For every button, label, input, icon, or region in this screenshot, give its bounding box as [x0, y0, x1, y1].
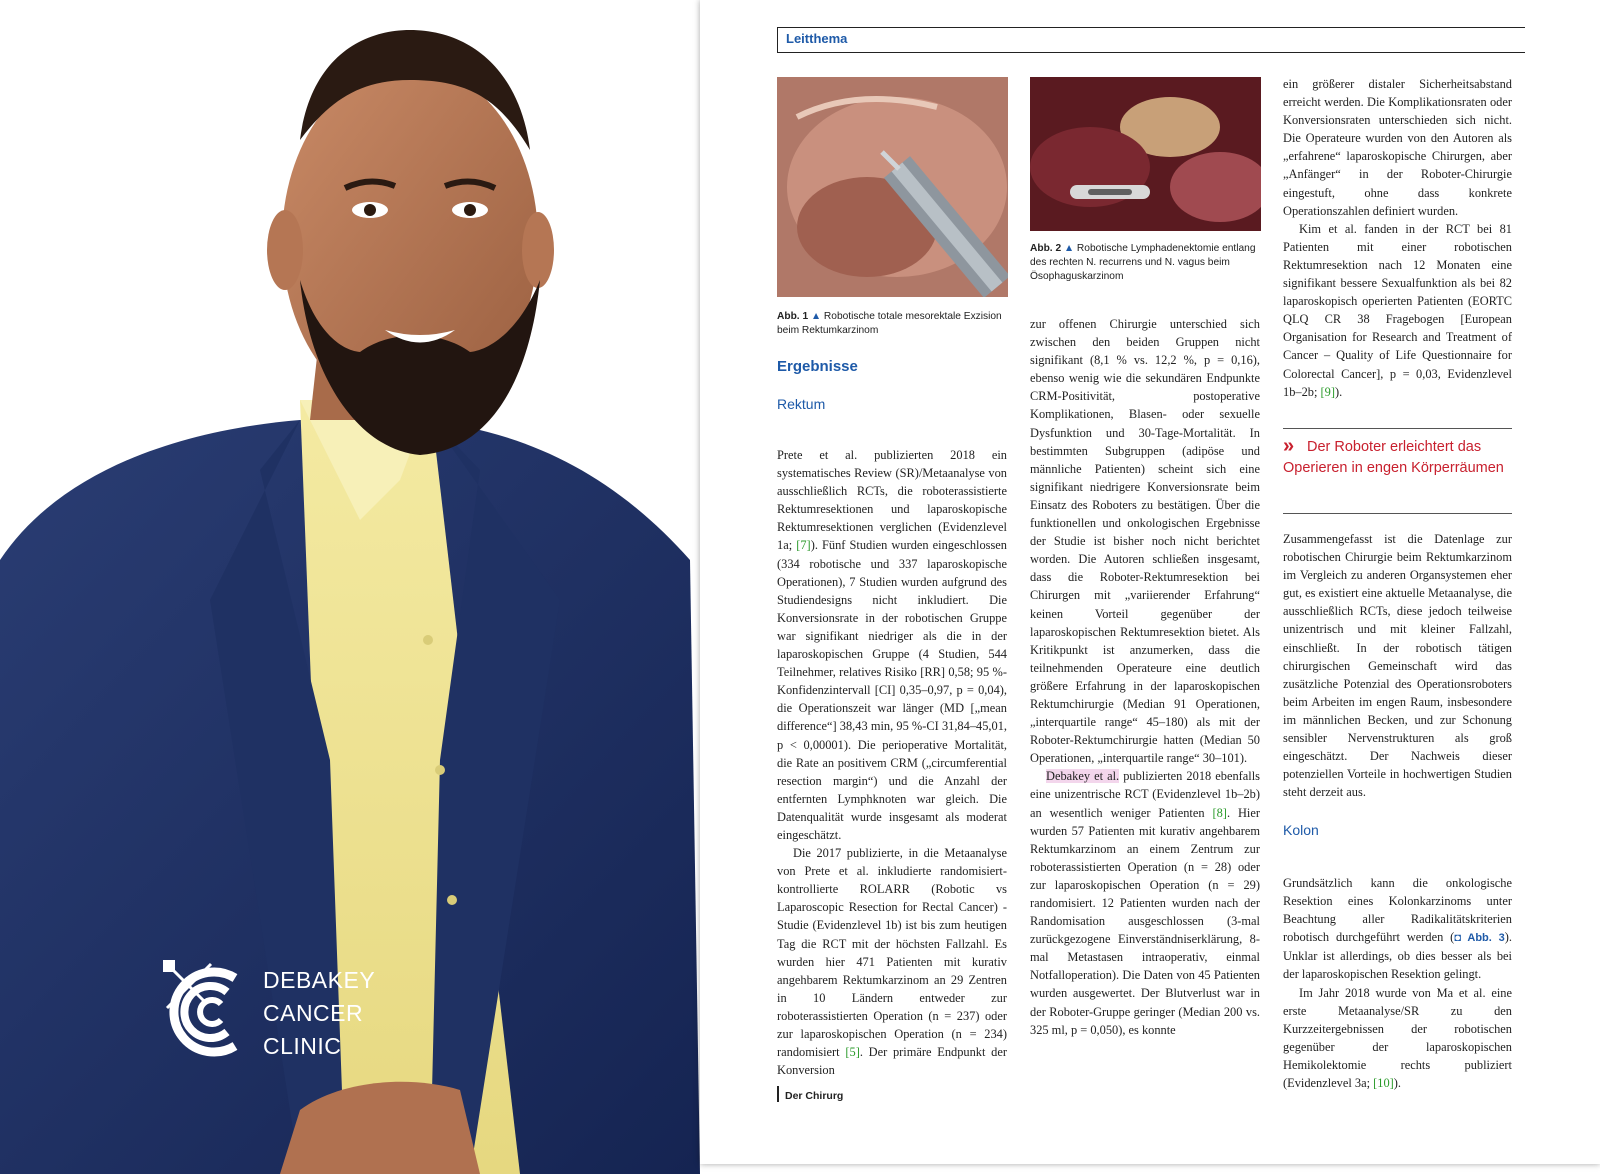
reference-7[interactable]: [7]	[796, 538, 811, 553]
col3-p2-text-a: Kim et al. fanden in der RCT bei 81 Patienten mit einer robotischen Rektumresektion nach 12 Monaten eine signifikant bessere Sexualfunktion als bei 82 laparoskopisch operierten Patienten (EORTC QLQ CR 38 Fragebogen [European Organisation for Research and Treatment of Cancer – Quality of Life Questionnaire for Colorectal Cancer], p = 0,03, Evidenzlevel 1b–2b;	[1283, 221, 1512, 399]
reference-8[interactable]: [8]	[1212, 805, 1227, 820]
heading-kolon: Kolon	[1283, 822, 1319, 838]
clinic-name-line3: CLINIC	[263, 1033, 342, 1059]
col3-paragraph-4	[1283, 874, 1512, 984]
col1-p1-text-b: ). Fünf Studien wurden eingeschlossen (334 robotische und 337 laparoskopische Operationen), 7 Studien wurden aufgrund des Studiendesigns nicht inkludiert. Die Konversionsrate in der robotischen Gruppe war signifikant niedriger als die in der laparoskopischen Gruppe (4 Studien, 544 Teilnehmer, relatives Risiko [RR] 0,58; 95 %-Konfidenzintervall [CI] 0,35–0,97, p = 0,04), die Operationszeit war länger (MD [„mean difference“] 38,43 min, 95 %-CI 31,84–45,01, p < 0,00001). Die perioperative Mortalität, die Rate an positivem CRM („circumferential resection margin“) und die Anzahl der entfernten Lymphknoten war gleich. Die Datenqualität wurde insgesamt als moderat eingeschätzt.	[777, 538, 1007, 842]
col3-p4-text-a: Grundsätzlich kann die onkologische Resektion eines Kolonkarzinoms unter Beachtung aller Radikalitätskriterien robotisch durchgeführt werden (	[1283, 876, 1512, 945]
figure-1-image	[777, 77, 1008, 297]
col1-p2-text-b: . Der primäre Endpunkt der Konversion	[777, 1045, 1007, 1078]
col3-paragraph-5	[1283, 984, 1512, 1093]
reference-5[interactable]: [5]	[845, 1045, 860, 1060]
col2-p2-text-b: . Hier wurden 57 Patienten mit kurativ angehbarem Rektumkarzinom an einem Zentrum zur roboterassistierten Operation (n = 28) oder zur laparoskopischen Operation (n = 29) randomisiert. 12 Patienten wurden nach der Randomisation ausgeschlossen (3-mal zurückgezogene Einverständniserklärung, 8-mal Metastasen intraoperativ, einmal Notfalloperation). Die Daten von 45 Patienten wurden ausgewertet. Der Blutverlust war in der Roboter-Gruppe geringer (Median 200 vs. 325 ml, p = 0,050), es konnte	[1030, 805, 1260, 1037]
figure-2-caption-text: Robotische Lymphadenektomie entlang des rechten N. recurrens und N. vagus beim Ösophaguskarzinom	[1030, 243, 1256, 282]
col3-paragraph-1: ein größerer distaler Sicherheitsabstand erreicht werden. Die Komplikationsraten oder Konversionsraten unterschieden sich nicht. Die Operateure wurden von den Autoren als „erfahrene“ laparoskopische Chirurgen, aber „Anfänger“ in der Roboter-Chirurgie eingestuft, ohne dass konkrete Operationszahlen definiert wurden.	[1283, 77, 1512, 218]
heading-rektum: Rektum	[777, 396, 826, 412]
col2-paragraph-1: zur offenen Chirurgie unterschied sich zwischen den beiden Gruppen nicht signifikant (8,1 % vs. 12,2 %, p = 0,16), ebenso wenig wie die sekundären Endpunkte CRM-Positivität, postoperative Komplikationen, Blasen- oder sexuelle Dysfunktion und 30-Tage-Mortalität. In bestimmten Subgruppen (adipöse und männliche Patienten) scheint sich eine signifikant niedrigere Konversionsrate beim Einsatz des Roboters zu bestätigen. Über die funktionellen und onkologischen Ergebnisse der Studie ist bisher noch nicht berichtet worden. Die Autoren schließen insgesamt, dass die Roboter-Rektumresektion bei Chirurgen mit „variierender Erfahrung“ keinen Vorteil gegenüber der laparoskopischen Rektumresektion bietet. Als Kritikpunkt ist anzumerken, dass die teilnehmenden Operateure eine deutlich größere Erfahrung in der laparoskopischen Rektumchirurgie (Median 91 Operationen, „interquartile range“ 45–180) als mit der Roboter-Rektumchirurgie hatten (Median 50 Operationen, „interquartile range“ 30–101).	[1030, 317, 1260, 766]
pull-quote	[1283, 428, 1512, 514]
figure-2-image	[1030, 77, 1261, 231]
column-2	[1030, 315, 1260, 1039]
x-mark-icon	[163, 960, 215, 1012]
column-3-middle	[1283, 530, 1512, 801]
col2-p2-text-a: publizierten 2018 ebenfalls eine unizentrische RCT (Evidenzlevel 1b–2b) an wesentlich weniger Patienten	[1030, 769, 1260, 820]
figure-2-label: Abb. 2	[1030, 243, 1062, 254]
reference-9[interactable]: [9]	[1320, 384, 1335, 399]
article-page	[700, 0, 1600, 1164]
col3-p5-text-a: Im Jahr 2018 wurde von Ma et al. eine erste Metaanalyse/SR zu den Kurzzeitergebnissen der robotischen gegenüber der laparoskopischen Hemikolektomie rechts publiziert (Evidenzlevel 3a;	[1283, 985, 1512, 1091]
journal-footer: Der Chirurg	[785, 1090, 844, 1102]
section-header-bar	[777, 27, 1525, 53]
clinic-logo	[163, 960, 413, 1070]
quote-mark-icon: »	[1283, 435, 1295, 457]
figure-3-reference[interactable]: ◘ Abb. 3	[1454, 932, 1505, 945]
col3-paragraph-2	[1283, 220, 1512, 401]
col3-paragraph-3: Zusammengefasst ist die Datenlage zur robotischen Chirurgie beim Rektumkarzinom im Vergleich zu anderen Organsystemen eher gut, es existiert eine aktuelle Metaanalyse, die ausschließlich RCTs, diese jedoch teilweise unizentrisch und mit kleiner Fallzahl, einschließt. In der robotisch tätigen chirurgischen Gemeinschaft wird das zusätzliche Potenzial des Operationsroboters beim Arbeiten im engen Raum, insbesondere im männlichen Becken, und zur Schonung sensibler Nervenstrukturen als groß eingeschätzt. Der Nachweis dieser potenziellen Vorteile in hochwertigen Studien steht derzeit aus.	[1283, 532, 1512, 800]
figure-2-caption	[1030, 242, 1262, 284]
clinic-name	[263, 964, 375, 1063]
reference-10[interactable]: [10]	[1373, 1076, 1394, 1091]
figure-1-marker: ▲	[810, 311, 822, 322]
col3-p2-text-b: ).	[1334, 384, 1343, 399]
col3-p5-text-b: ).	[1393, 1076, 1402, 1091]
highlight-debakey: Debakey et al.	[1046, 769, 1120, 784]
figure-1-caption-text: Robotische totale mesorektale Exzision beim Rektumkarzinom	[777, 311, 1002, 336]
figure-1-label: Abb. 1	[777, 311, 809, 322]
clinic-name-line1: DEBAKEY	[263, 967, 376, 993]
col1-paragraph-2	[777, 844, 1007, 1079]
col2-paragraph-2	[1030, 767, 1260, 1038]
col1-paragraph-1	[777, 446, 1007, 844]
figure-1-caption	[777, 310, 1009, 338]
pull-quote-text: Der Roboter erleichtert das Operieren in engen Körperräumen	[1283, 439, 1504, 476]
col3-p4-text-b: ). Unklar ist allerdings, ob dies besser als bei der laparoskopischen Resektion gelingt.	[1283, 930, 1512, 982]
column-1	[777, 446, 1007, 1079]
col1-p1-text-a: Prete et al. publizierten 2018 ein systematisches Review (SR)/Metaanalyse von ausschließlich RCTs, die roboterassistierte Rektumresektionen und laparoskopische Rektumresektionen verglichen (Evidenzlevel 1a;	[777, 448, 1007, 553]
section-header: Leitthema	[786, 31, 848, 46]
footer-rule	[777, 1086, 779, 1102]
clinic-name-line2: CANCER	[263, 1000, 364, 1026]
heading-ergebnisse: Ergebnisse	[777, 358, 858, 375]
col1-p2-text-a: Die 2017 publizierte, in die Metaanalyse von Prete et al. inkludierte randomisiert-kontrollierte ROLARR (Robotic vs Laparoscopic Resection for Rectal Cancer) -Studie (Evidenzlevel 1b) ist bis zum heutigen Tag die RCT mit der höchsten Fallzahl. Es wurden hier 471 Patienten mit kurativ angehbarem Rektumkarzinom an 29 Zentren in 10 Ländern entweder zur roboterassistierten Operation (n = 237) oder zur laparoskopischen Operation (n = 234) randomisiert	[777, 846, 1007, 1060]
column-3-upper	[1283, 75, 1512, 401]
figure-2-marker: ▲	[1063, 243, 1075, 254]
column-3-lower	[1283, 874, 1512, 1092]
doctor-portrait	[0, 0, 700, 1174]
